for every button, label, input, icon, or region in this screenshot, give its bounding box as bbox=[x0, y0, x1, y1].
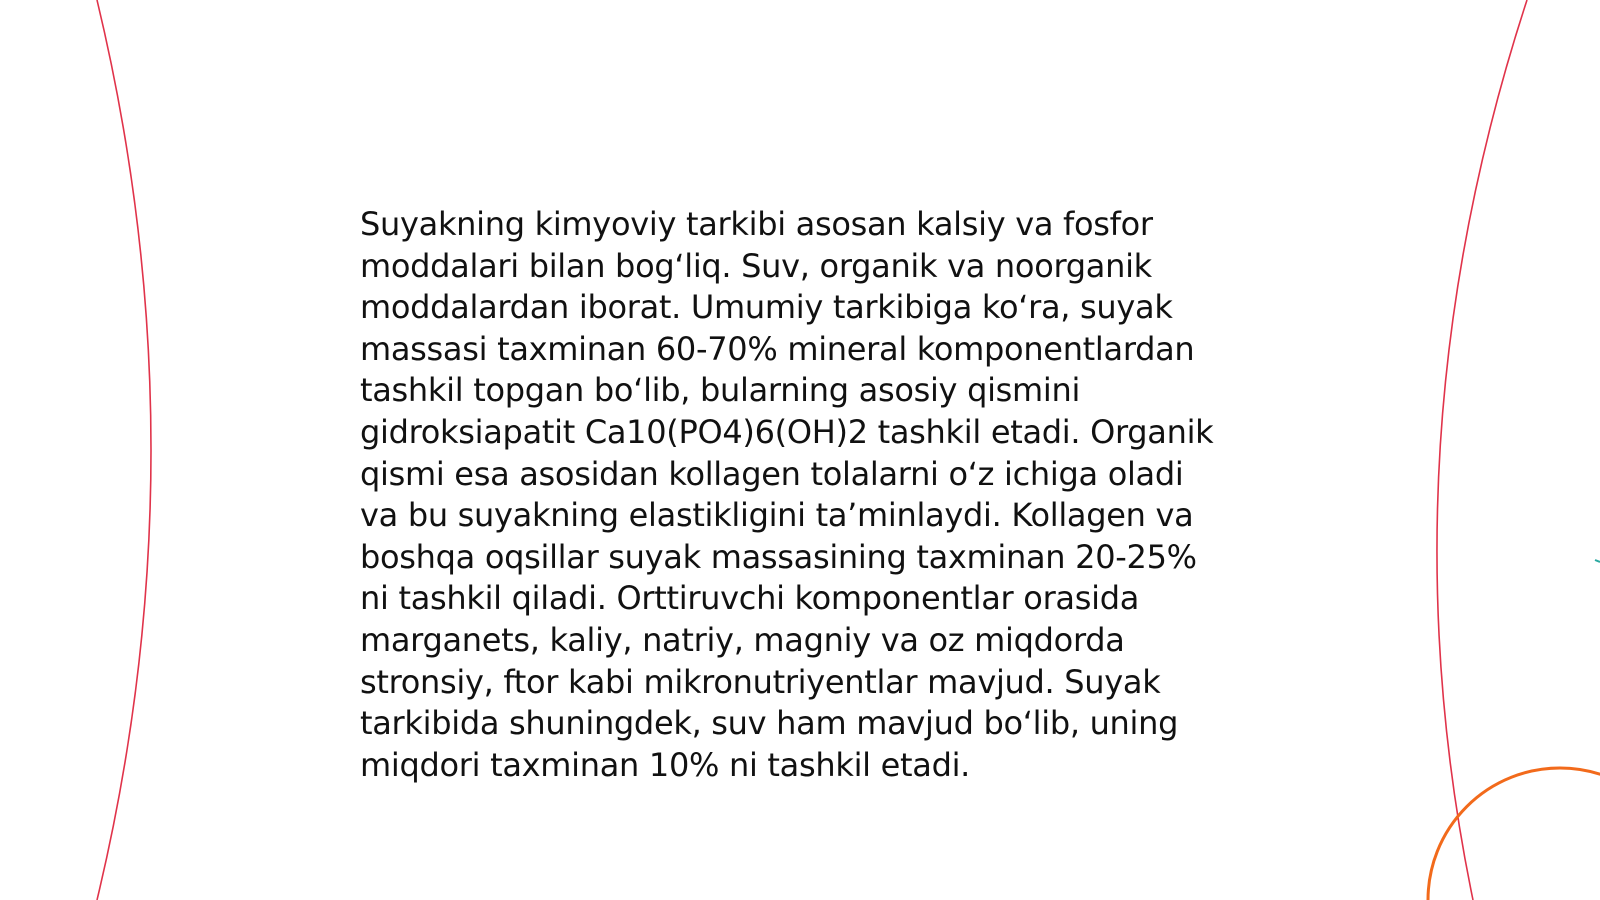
body-paragraph: Suyakning kimyoviy tarkibi asosan kalsiy va fosfor moddalari bilan bog‘liq. Suv, organik va noorganik moddalardan iborat. Umumiy tarkibiga ko‘ra, suyak massasi taxminan 60-70% mineral komponentlardan tashkil topgan bo‘lib, bularning asosiy qismini gidroksiapatit Ca10(PO4)6(OH)2 tashkil etadi. Organik qismi esa asosidan kollagen tolalarni o‘z ichiga oladi va bu suyakning elastikligini ta’minlaydi. Kollagen va boshqa oqsillar suyak massasining taxminan 20-25% ni tashkil qiladi. Orttiruvchi komponentlar orasida marganets, kaliy, natriy, magniy va oz miqdorda stronsiy, ftor kabi mikronutriyentlar mavjud. Suyak tarkibida shuningdek, suv ham mavjud bo‘lib, uning miqdori taxminan 10% ni tashkil etadi. bbox=[360, 205, 1214, 784]
teal-accent-mark bbox=[1595, 560, 1600, 562]
left-red-arc bbox=[97, 0, 151, 900]
right-red-arc bbox=[1437, 0, 1527, 900]
orange-circle-arc bbox=[1428, 768, 1600, 900]
